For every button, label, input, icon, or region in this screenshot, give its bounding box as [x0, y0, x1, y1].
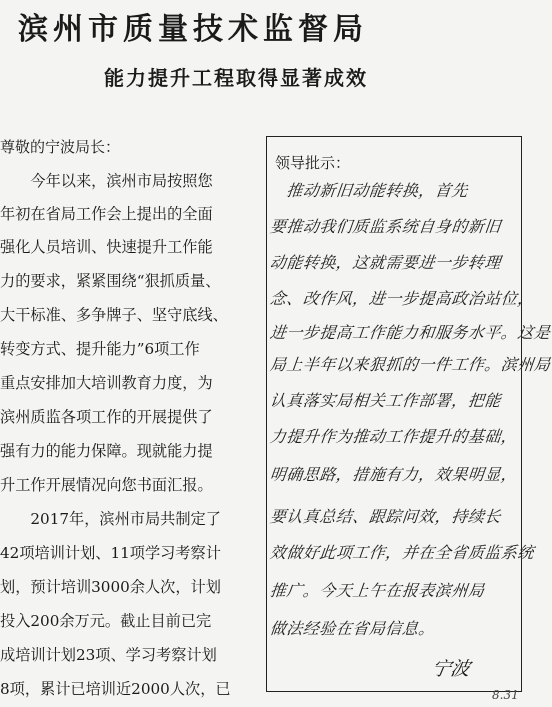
letter-line: 重点安排加大培训教育力度，为: [0, 374, 213, 392]
handwritten-line: 念、改作风，进一步提高政治站位，: [268, 289, 535, 308]
handwritten-line: 做法经验在省局信息。: [268, 619, 436, 638]
letter-line: 力的要求，紧紧围绕“狠抓质量、: [0, 272, 221, 290]
letter-line: 今年以来，滨州市局按照您: [0, 172, 213, 190]
letter-line: 划，预计培训3000余人次，计划: [0, 578, 221, 596]
handwritten-line: 动能转换，这就需要进一步转理: [268, 253, 502, 272]
handwritten-line: 认真落实局相关工作部署，把能: [268, 391, 502, 410]
letter-line: 2017年，滨州市局共制定了: [0, 510, 221, 528]
handwritten-date-mark: 8.31: [492, 688, 519, 702]
handwritten-line: 局上半年以来狠抓的一件工作。滨州局: [268, 355, 552, 374]
handwritten-line: 明确思路，措施有力，效果明显，: [268, 465, 519, 484]
letter-line: 升工作开展情况向您书面汇报。: [0, 476, 213, 494]
handwritten-line: 效做好此项工作，并在全省质监系统: [268, 543, 535, 562]
letter-line: 8项，累计已培训近2000人次，已: [0, 680, 231, 698]
letter-line: 转变方式、提升能力”6项工作: [0, 340, 200, 358]
handwritten-line: 要推动我们质监系统自身的新旧: [268, 217, 502, 236]
handwritten-signature: 宁波: [429, 658, 472, 680]
letter-line: 42项培训计划、11项学习考察计: [0, 544, 221, 562]
handwritten-line: 要认真总结、跟踪问效，持续长: [268, 507, 502, 526]
letter-line: 投入200余万元。截止目前已完: [0, 612, 212, 630]
handwritten-line: 进一步提高工作能力和服务水平。这是: [268, 323, 552, 342]
letter-line: 大干标准、多争牌子、坚守底线、: [0, 306, 228, 324]
letter-line: 强有力的能力保障。现就能力提: [0, 442, 213, 460]
salutation: 尊敬的宁波局长：: [0, 138, 121, 156]
document-title: 能力提升工程取得显著成效: [104, 66, 368, 90]
letter-line: 成培训计划23项、学习考察计划: [0, 646, 217, 664]
handwritten-line: 力提升作为推动工作提升的基础，: [268, 427, 519, 446]
letter-line: 滨州质监各项工作的开展提供了: [0, 408, 213, 426]
handwritten-line: 推广。今天上午在报表滨州局: [268, 581, 486, 600]
org-title: 滨州市质量技术监督局: [18, 12, 368, 47]
letter-line: 强化人员培训、快速提升工作能: [0, 238, 213, 256]
letter-line: 年初在省局工作会上提出的全面: [0, 205, 213, 223]
memo-label: 领导批示：: [275, 154, 351, 172]
handwritten-line: 推动新旧动能转换，首先: [268, 181, 469, 200]
